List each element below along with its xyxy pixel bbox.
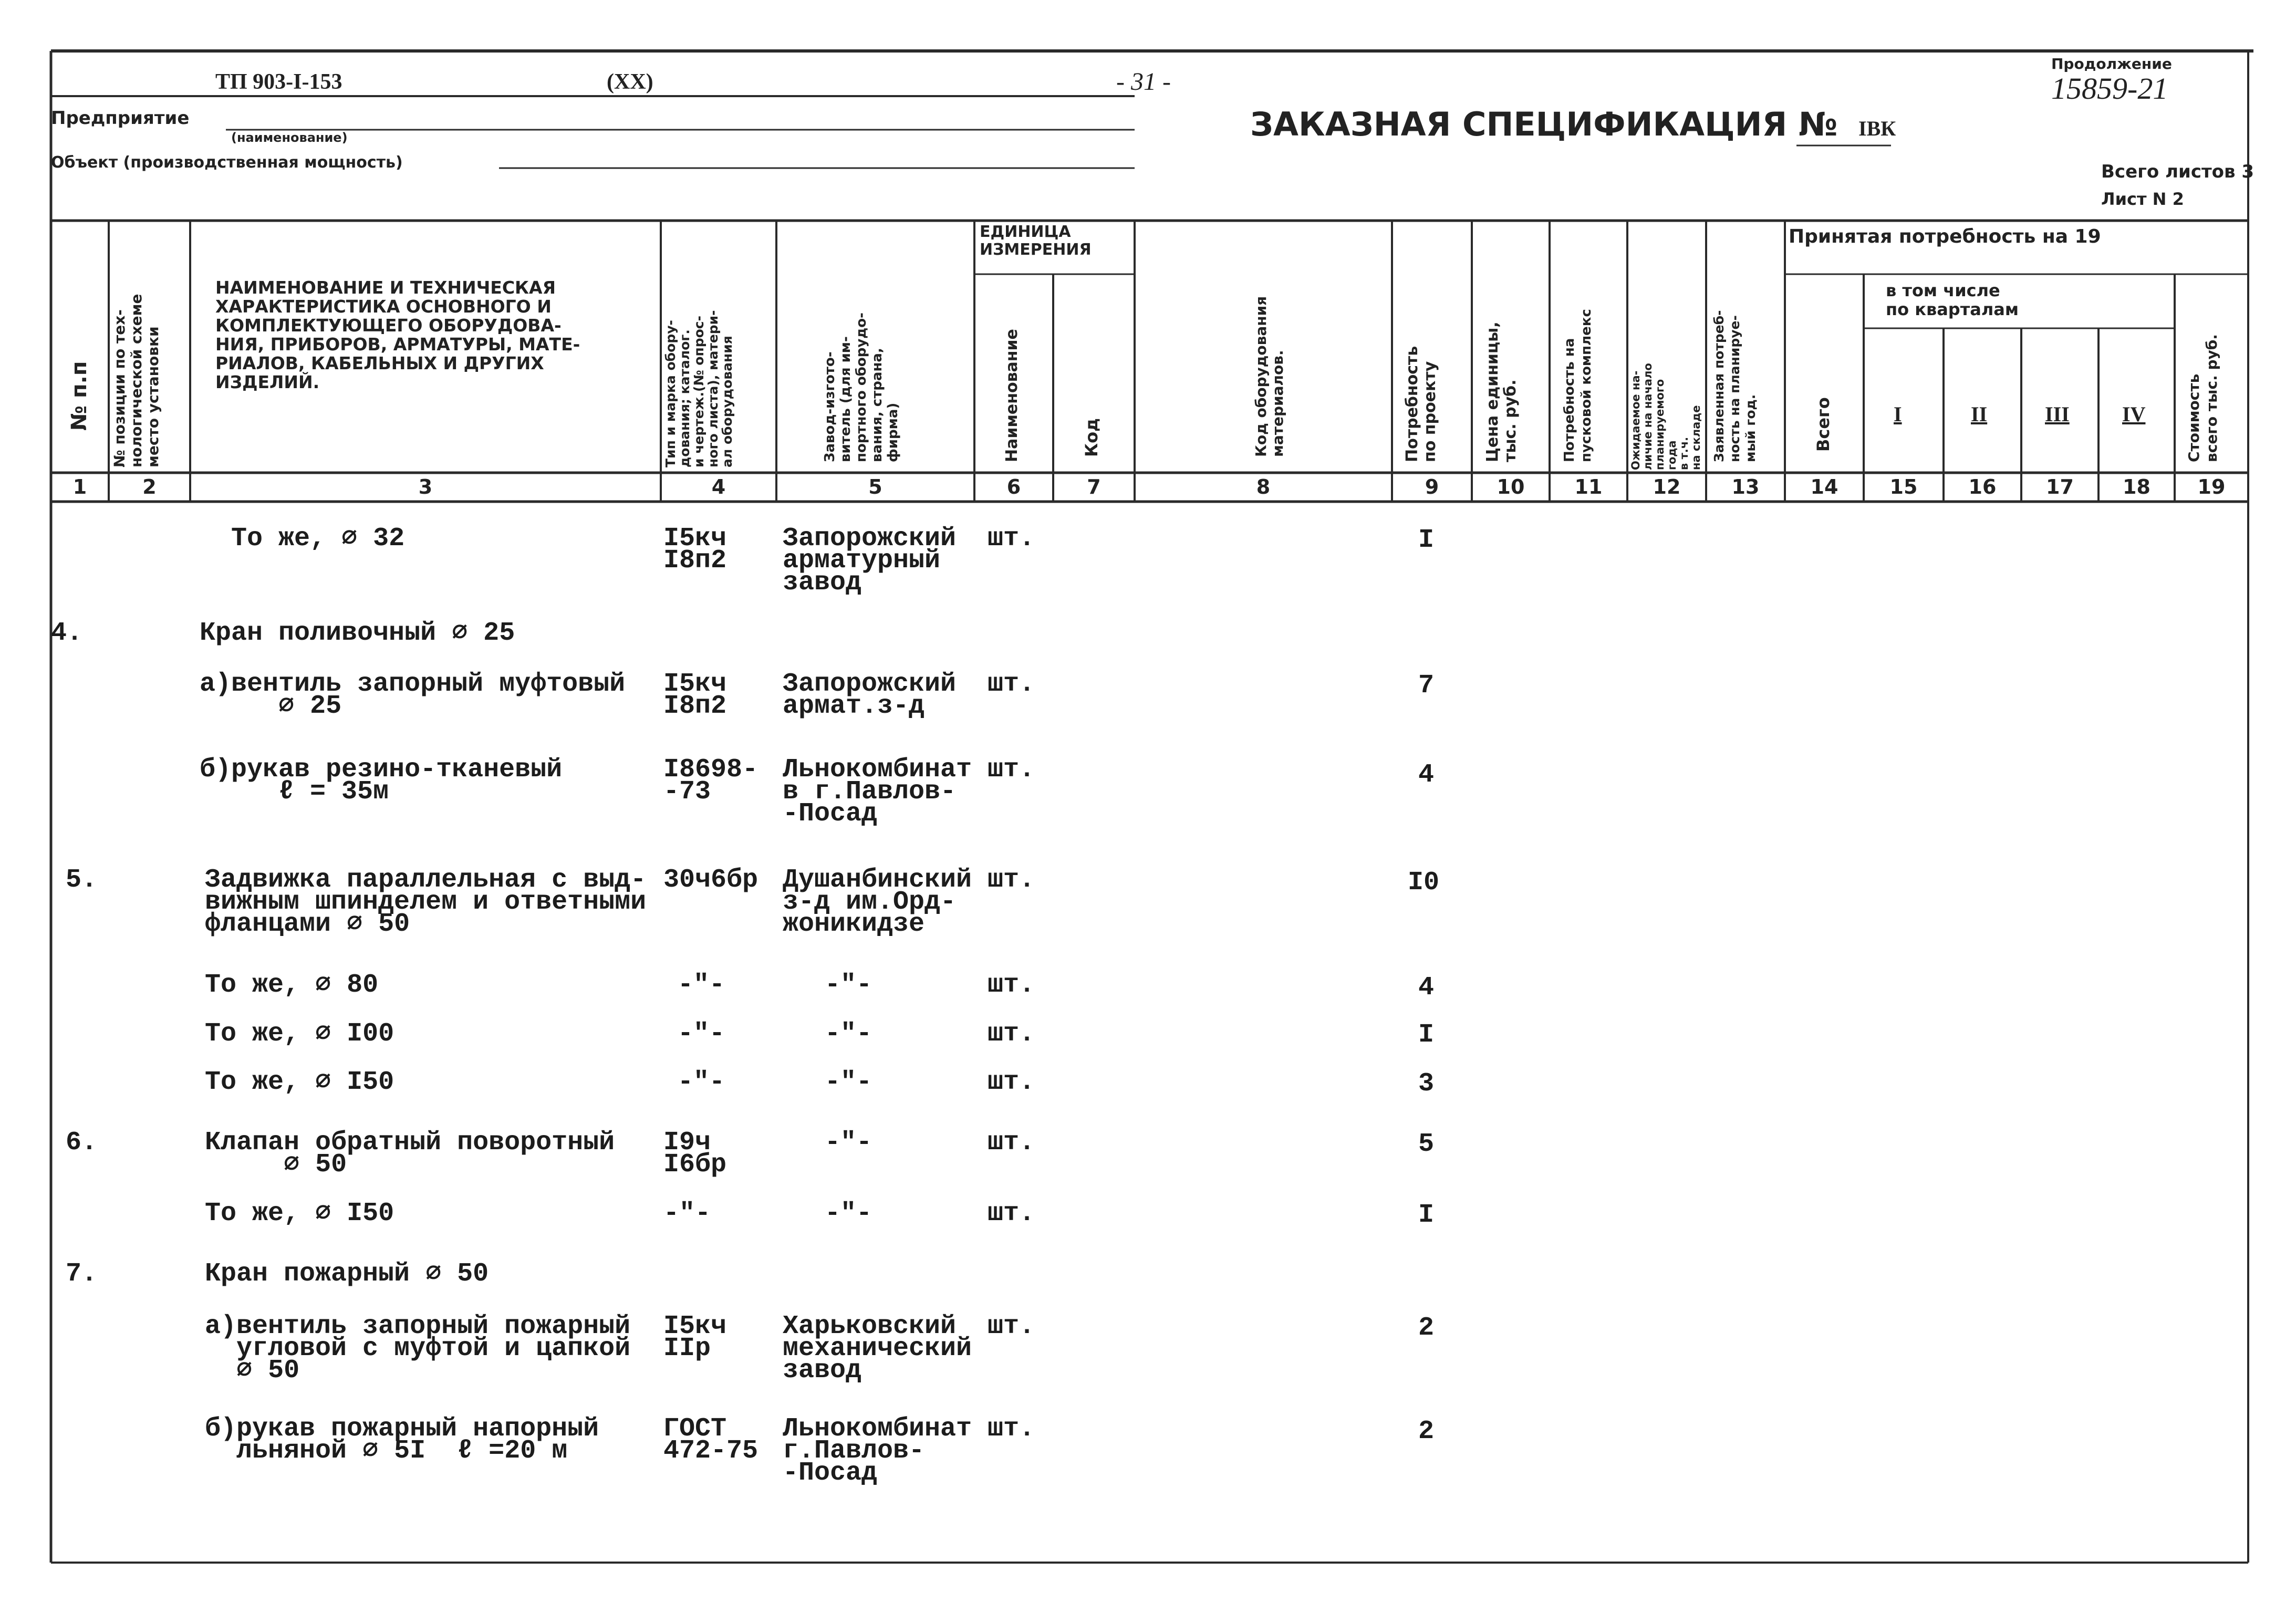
row-0-type: I5кч I8п2 [663,524,727,576]
row-7-name: То же, ⌀ I50 [205,1067,394,1097]
row-4-type: 30ч6бр [663,865,759,895]
row-0-unit: шт. [988,524,1035,554]
col-number-18: 18 [2123,475,2150,498]
col-header-2: № позиции по тех- нологической схеме место установки [111,294,162,467]
row-9-unit: шт. [988,1199,1035,1229]
col-number-19: 19 [2197,475,2226,498]
col-number-4: 4 [711,475,726,498]
col-number-16: 16 [1968,475,1997,498]
row-2-type: I5кч I8п2 [663,669,727,721]
row-3-unit: шт. [988,755,1035,785]
continuation-label: Продолжение [2051,55,2172,72]
row-8-maker: -"- [825,1128,872,1158]
row-11-unit: шт. [988,1312,1035,1341]
col-number-11: 11 [1574,475,1603,498]
row-12-name: б)рукав пожарный напорный льняной ⌀ 5I ℓ =20 м [205,1414,599,1466]
row-9-maker: -"- [825,1199,872,1229]
row-5-unit: шт. [988,970,1035,1000]
row-0-qty: I [1418,525,1435,555]
col-number-17: 17 [2046,475,2074,498]
row-6-unit: шт. [988,1019,1035,1049]
col-number-15: 15 [1889,475,1918,498]
col-header-5: Завод-изгото- витель (для им- портного оборудо- вания, страна, фирма) [822,313,901,462]
row-2-unit: шт. [988,669,1035,699]
row-6-type: -"- [678,1019,725,1049]
col-header-12: Ожидаемое на- личие на начало планируемого года в т.ч. на складе [1629,363,1702,470]
row-12-type: ГОСТ 472-75 [663,1414,759,1466]
col-number-9: 9 [1425,475,1439,498]
row-5-qty: 4 [1418,973,1435,1003]
col-number-3: 3 [418,475,433,498]
col-header-19: Стоимость всего тыс. руб. [2185,334,2220,462]
row-0-name: То же, ⌀ 32 [231,524,405,554]
col-number-5: 5 [868,475,882,498]
spec-title-text: ЗАКАЗНАЯ СПЕЦИФИКАЦИЯ № [1250,105,1838,143]
row-3-name: б)рукав резино-тканевый ℓ = 35м [200,755,563,807]
row-0-maker: Запорожский арматурный завод [783,524,957,598]
row-7-maker: -"- [825,1067,872,1097]
row-11-qty: 2 [1418,1313,1435,1343]
row-8-number: 6. [66,1128,98,1158]
col-header-8: Код оборудования материалов. [1252,296,1286,457]
col-number-1: 1 [72,475,87,498]
col-header-unit-group: ЕДИНИЦА ИЗМЕРЕНИЯ [980,223,1092,259]
row-11-name: а)вентиль запорный пожарный угловой с муфтой и цапкой ⌀ 50 [205,1312,631,1386]
col-header-1: № п.п [67,361,91,431]
col-number-14: 14 [1810,475,1838,498]
row-12-unit: шт. [988,1414,1035,1444]
col-header-14: Всего [1813,397,1833,452]
row-8-name: Клапан обратный поворотный ⌀ 50 [205,1128,615,1180]
col-header-accepted: Принятая потребность на 19 [1789,226,2101,247]
doc-code: ТП 903-I-153 [215,70,342,94]
col-header-18: IV [2122,402,2146,426]
col-header-4: Тип и марка обору- дования; каталог. и чертеж.(№ опрос- ного листа), матери- ал оборудования [663,310,735,467]
col-number-13: 13 [1731,475,1760,498]
row-4-name: Задвижка параллельная с выд- вижным шпинделем и ответными фланцами ⌀ 50 [205,865,647,939]
page-number: - 31 - [1116,68,1171,96]
col-header-3: НАИМЕНОВАНИЕ И ТЕХНИЧЕСКАЯ ХАРАКТЕРИСТИКА ОСНОВНОГО И КОМПЛЕКТУЮЩЕГО ОБОРУДОВА- НИЯ, ПРИБОРОВ, АРМАТУРЫ, МАТЕ- РИАЛОВ, КАБЕЛЬНЫХ И ДРУГИХ ИЗДЕЛИЙ. [215,277,580,392]
row-7-type: -"- [678,1067,725,1097]
row-9-qty: I [1418,1200,1435,1230]
name-hint: (наименование) [231,130,348,145]
enterprise-label: Предприятие [51,108,190,129]
volume-number: (XX) [607,70,653,94]
col-number-8: 8 [1256,475,1271,498]
row-5-maker: -"- [825,970,872,1000]
row-8-qty: 5 [1418,1129,1435,1159]
col-header-16: II [1971,402,1988,426]
row-7-unit: шт. [988,1067,1035,1097]
col-header-15: I [1894,402,1902,426]
sheet-number: Лист N 2 [2101,189,2184,209]
row-4-unit: шт. [988,865,1035,895]
row-1-number: 4. [51,618,83,648]
spec-title [1250,105,1896,143]
row-1-name: Кран поливочный ⌀ 25 [200,618,515,648]
row-12-qty: 2 [1418,1417,1435,1447]
row-11-type: I5кч IIр [663,1312,727,1364]
col-number-12: 12 [1653,475,1681,498]
row-10-number: 7. [66,1259,98,1289]
row-5-type: -"- [678,970,725,1000]
row-5-name: То же, ⌀ 80 [205,970,379,1000]
row-9-name: То же, ⌀ I50 [205,1199,394,1229]
col-number-2: 2 [142,475,157,498]
row-8-unit: шт. [988,1128,1035,1158]
col-header-quarters: в том числе по кварталам [1886,280,2019,319]
row-4-qty: I0 [1408,868,1440,898]
col-number-6: 6 [1006,475,1021,498]
continuation-number: 15859-21 [2051,71,2168,106]
spec-number: IВК [1858,117,1896,140]
col-header-17: III [2045,402,2070,426]
row-6-qty: I [1418,1020,1435,1050]
row-9-type: -"- [663,1199,711,1229]
row-6-name: То же, ⌀ I00 [205,1019,394,1049]
row-12-maker: Льнокомбинат г.Павлов- -Посад [783,1414,972,1488]
row-7-qty: 3 [1418,1069,1435,1099]
col-number-10: 10 [1497,475,1525,498]
col-header-13: Заявленная потреб- ность на планируе- мый год. [1711,310,1758,462]
row-3-type: I8698- -73 [663,755,759,807]
row-10-name: Кран пожарный ⌀ 50 [205,1259,489,1289]
row-4-number: 5. [66,865,98,895]
col-header-11: Потребность на пусковой комплекс [1562,309,1594,462]
row-2-qty: 7 [1418,671,1435,701]
col-number-7: 7 [1087,475,1101,498]
row-4-maker: Душанбинский з-д им.Орд- жоникидзе [783,865,972,939]
col-header-7: Код [1082,418,1102,457]
row-6-maker: -"- [825,1019,872,1049]
row-3-qty: 4 [1418,760,1435,790]
col-header-6: Наименование [1003,329,1021,462]
col-header-9: Потребность по проекту [1403,346,1439,462]
col-header-10: Цена единицы, тыс. руб. [1483,321,1520,462]
total-sheets: Всего листов 3 [2101,161,2255,182]
row-3-maker: Льнокомбинат в г.Павлов- -Посад [783,755,972,829]
row-8-type: I9ч I6бр [663,1128,727,1180]
row-11-maker: Харьковский механический завод [783,1312,972,1386]
row-2-maker: Запорожский армат.з-д [783,669,957,721]
object-label: Объект (производственная мощность) [51,153,403,172]
row-2-name: а)вентиль запорный муфтовый ⌀ 25 [200,669,626,721]
